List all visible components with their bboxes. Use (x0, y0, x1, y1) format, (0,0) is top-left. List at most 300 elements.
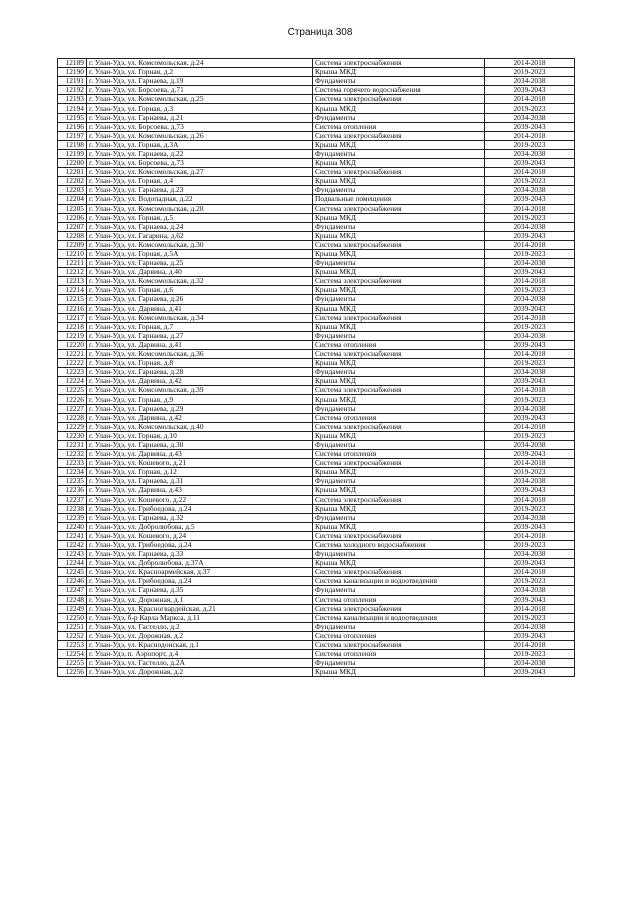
cell-address: г. Улан-Удэ, ул. Гагарина, д.62 (87, 231, 313, 240)
cell-work-type: Система канализации и водоотведения (313, 577, 485, 586)
cell-address: г. Улан-Удэ, ул. Грибоедова, д.24 (87, 504, 313, 513)
cell-period: 2039-2043 (485, 86, 575, 95)
cell-period: 2034-2038 (485, 513, 575, 522)
cell-period: 2039-2043 (485, 195, 575, 204)
table-row (58, 122, 575, 131)
table-row (58, 413, 575, 422)
page-number-header: Страница 308 (287, 27, 353, 38)
table-row (58, 149, 575, 158)
cell-row-id: 12249 (58, 604, 87, 613)
cell-work-type: Система электроснабжения (313, 495, 485, 504)
cell-address: г. Улан-Удэ, ул. Гарнаева, д.24 (87, 222, 313, 231)
cell-row-id: 12200 (58, 159, 87, 168)
cell-work-type: Крыша МКД (313, 668, 485, 677)
cell-period: 2034-2038 (485, 368, 575, 377)
table-row (58, 222, 575, 231)
cell-address: г. Улан-Удэ, ул. Горная, д.2 (87, 68, 313, 77)
table-row (58, 540, 575, 549)
table-row (58, 504, 575, 513)
cell-row-id: 12223 (58, 368, 87, 377)
cell-work-type: Крыша МКД (313, 249, 485, 258)
cell-period: 2019-2023 (485, 504, 575, 513)
cell-address: г. Улан-Удэ, ул. Гарнаева, д.22 (87, 149, 313, 158)
cell-period: 2019-2023 (485, 322, 575, 331)
cell-work-type: Крыша МКД (313, 559, 485, 568)
cell-work-type: Крыша МКД (313, 322, 485, 331)
cell-address: г. Улан-Удэ, ул. Горная, д.3 (87, 104, 313, 113)
cell-work-type: Крыша МКД (313, 468, 485, 477)
cell-address: г. Улан-Удэ, ул. Комсомольская, д.24 (87, 59, 313, 68)
cell-address: г. Улан-Удэ, ул. Комсомольская, д.32 (87, 277, 313, 286)
cell-address: г. Улан-Удэ, ул. Горная, д.7 (87, 322, 313, 331)
table-row (58, 231, 575, 240)
table-row (58, 340, 575, 349)
cell-work-type: Крыша МКД (313, 359, 485, 368)
cell-period: 2034-2038 (485, 659, 575, 668)
cell-period: 2014-2018 (485, 568, 575, 577)
cell-row-id: 12212 (58, 268, 87, 277)
cell-work-type: Система электроснабжения (313, 604, 485, 613)
cell-work-type: Крыша МКД (313, 104, 485, 113)
cell-address: г. Улан-Удэ, ул. Гарнаева, д.19 (87, 77, 313, 86)
cell-row-id: 12205 (58, 204, 87, 213)
cell-period: 2039-2043 (485, 450, 575, 459)
cell-period: 2034-2038 (485, 113, 575, 122)
table-row (58, 586, 575, 595)
cell-period: 2034-2038 (485, 222, 575, 231)
cell-work-type: Система электроснабжения (313, 95, 485, 104)
cell-row-id: 12238 (58, 504, 87, 513)
table-row (58, 159, 575, 168)
cell-address: г. Улан-Удэ, ул. Комсомольская, д.36 (87, 350, 313, 359)
cell-row-id: 12237 (58, 495, 87, 504)
cell-address: г. Улан-Удэ, ул. Дорожная, д.1 (87, 595, 313, 604)
table-row (58, 368, 575, 377)
cell-work-type: Система электроснабжения (313, 641, 485, 650)
table-body (58, 59, 575, 677)
cell-period: 2039-2043 (485, 486, 575, 495)
table-row (58, 177, 575, 186)
cell-period: 2014-2018 (485, 386, 575, 395)
cell-period: 2039-2043 (485, 668, 575, 677)
table-row (58, 513, 575, 522)
cell-period: 2039-2043 (485, 340, 575, 349)
cell-row-id: 12198 (58, 140, 87, 149)
cell-work-type: Система отопления (313, 650, 485, 659)
cell-period: 2014-2018 (485, 277, 575, 286)
cell-work-type: Система электроснабжения (313, 459, 485, 468)
cell-address: г. Улан-Удэ, ул. Гарнаева, д.28 (87, 368, 313, 377)
cell-row-id: 12202 (58, 177, 87, 186)
table-row (58, 650, 575, 659)
cell-period: 2019-2023 (485, 359, 575, 368)
cell-work-type: Фундаменты (313, 295, 485, 304)
cell-work-type: Крыша МКД (313, 377, 485, 386)
cell-row-id: 12252 (58, 631, 87, 640)
cell-work-type: Фундаменты (313, 659, 485, 668)
table-row (58, 204, 575, 213)
cell-period: 2039-2043 (485, 304, 575, 313)
cell-row-id: 12203 (58, 186, 87, 195)
cell-period: 2014-2018 (485, 495, 575, 504)
cell-address: г. Улан-Удэ, ул. Грибоедова, д.24 (87, 540, 313, 549)
table-row (58, 622, 575, 631)
cell-period: 2039-2043 (485, 122, 575, 131)
cell-address: г. Улан-Удэ, ул. Гастелло, д.2А (87, 659, 313, 668)
cell-work-type: Фундаменты (313, 331, 485, 340)
cell-period: 2014-2018 (485, 168, 575, 177)
cell-row-id: 12253 (58, 641, 87, 650)
cell-row-id: 12211 (58, 259, 87, 268)
cell-period: 2019-2023 (485, 650, 575, 659)
cell-row-id: 12197 (58, 131, 87, 140)
table-row (58, 304, 575, 313)
cell-row-id: 12228 (58, 413, 87, 422)
cell-address: г. Улан-Удэ, ул. Красноармейская, д.37 (87, 568, 313, 577)
cell-work-type: Система электроснабжения (313, 386, 485, 395)
table-row (58, 422, 575, 431)
cell-row-id: 12204 (58, 195, 87, 204)
cell-address: г. Улан-Удэ, ул. Гарнаева, д.30 (87, 440, 313, 449)
cell-period: 2019-2023 (485, 468, 575, 477)
cell-address: г. Улан-Удэ, ул. Дарвина, д.40 (87, 268, 313, 277)
cell-work-type: Система отопления (313, 450, 485, 459)
cell-row-id: 12215 (58, 295, 87, 304)
cell-row-id: 12254 (58, 650, 87, 659)
table-row (58, 140, 575, 149)
table-row (58, 395, 575, 404)
cell-period: 2039-2043 (485, 631, 575, 640)
table-row (58, 331, 575, 340)
cell-row-id: 12226 (58, 395, 87, 404)
cell-row-id: 12255 (58, 659, 87, 668)
cell-row-id: 12229 (58, 422, 87, 431)
cell-row-id: 12192 (58, 86, 87, 95)
cell-address: г. Улан-Удэ, ул. Комсомольская, д.40 (87, 422, 313, 431)
cell-address: г. Улан-Удэ, ул. Кошевого, д.21 (87, 459, 313, 468)
cell-address: г. Улан-Удэ, ул. Комсомольская, д.27 (87, 168, 313, 177)
cell-work-type: Система отопления (313, 340, 485, 349)
cell-row-id: 12208 (58, 231, 87, 240)
cell-row-id: 12190 (58, 68, 87, 77)
cell-row-id: 12221 (58, 350, 87, 359)
cell-period: 2019-2023 (485, 140, 575, 149)
table-row (58, 568, 575, 577)
table-row (58, 377, 575, 386)
cell-row-id: 12194 (58, 104, 87, 113)
cell-period: 2019-2023 (485, 177, 575, 186)
cell-address: г. Улан-Удэ, ул. Гарнаева, д.33 (87, 550, 313, 559)
table-row (58, 249, 575, 258)
cell-period: 2014-2018 (485, 95, 575, 104)
cell-address: г. Улан-Удэ, ул. Гарнаева, д.35 (87, 586, 313, 595)
cell-work-type: Крыша МКД (313, 177, 485, 186)
table-row (58, 77, 575, 86)
table-row (58, 386, 575, 395)
cell-work-type: Крыша МКД (313, 213, 485, 222)
cell-row-id: 12231 (58, 440, 87, 449)
cell-row-id: 12206 (58, 213, 87, 222)
cell-period: 2019-2023 (485, 431, 575, 440)
table-row (58, 268, 575, 277)
cell-work-type: Крыша МКД (313, 286, 485, 295)
cell-work-type: Система электроснабжения (313, 204, 485, 213)
cell-address: г. Улан-Удэ, ул. Гарнаева, д.25 (87, 259, 313, 268)
cell-period: 2034-2038 (485, 477, 575, 486)
cell-work-type: Фундаменты (313, 222, 485, 231)
cell-row-id: 12218 (58, 322, 87, 331)
cell-work-type: Фундаменты (313, 113, 485, 122)
cell-address: г. Улан-Удэ, ул. Горная, д.6 (87, 286, 313, 295)
cell-work-type: Фундаменты (313, 259, 485, 268)
cell-row-id: 12240 (58, 522, 87, 531)
cell-row-id: 12227 (58, 404, 87, 413)
cell-work-type: Система электроснабжения (313, 422, 485, 431)
cell-row-id: 12232 (58, 450, 87, 459)
cell-row-id: 12220 (58, 340, 87, 349)
cell-address: г. Улан-Удэ, ул. Горная, д.5 (87, 213, 313, 222)
cell-address: г. Улан-Удэ, ул. Дорожная, д.2 (87, 668, 313, 677)
table-row (58, 186, 575, 195)
cell-work-type: Крыша МКД (313, 159, 485, 168)
table-row (58, 641, 575, 650)
cell-work-type: Крыша МКД (313, 304, 485, 313)
cell-period: 2034-2038 (485, 77, 575, 86)
cell-address: г. Улан-Удэ, ул. Горная, д.10 (87, 431, 313, 440)
cell-address: г. Улан-Удэ, ул. Дарвина, д.41 (87, 304, 313, 313)
table-row (58, 404, 575, 413)
cell-period: 2034-2038 (485, 404, 575, 413)
cell-row-id: 12248 (58, 595, 87, 604)
cell-address: г. Улан-Удэ, ул. Горная, д.8 (87, 359, 313, 368)
table-row (58, 59, 575, 68)
cell-address: г. Улан-Удэ, ул. Дорожная, д.2 (87, 631, 313, 640)
cell-period: 2019-2023 (485, 213, 575, 222)
table-row (58, 495, 575, 504)
cell-work-type: Система отопления (313, 631, 485, 640)
cell-row-id: 12191 (58, 77, 87, 86)
cell-period: 2034-2038 (485, 331, 575, 340)
cell-period: 2014-2018 (485, 313, 575, 322)
cell-address: г. Улан-Удэ, ул. Краснодонская, д.1 (87, 641, 313, 650)
cell-row-id: 12250 (58, 613, 87, 622)
cell-row-id: 12230 (58, 431, 87, 440)
cell-period: 2039-2043 (485, 595, 575, 604)
cell-address: г. Улан-Удэ, ул. Водопадная, д.22 (87, 195, 313, 204)
cell-period: 2014-2018 (485, 531, 575, 540)
cell-address: г. Улан-Удэ, ул. Комсомольская, д.39 (87, 386, 313, 395)
table-row (58, 486, 575, 495)
cell-row-id: 12219 (58, 331, 87, 340)
table-row (58, 86, 575, 95)
cell-address: г. Улан-Удэ, ул. Дарвина, д.42 (87, 377, 313, 386)
cell-period: 2014-2018 (485, 350, 575, 359)
table-row (58, 577, 575, 586)
cell-period: 2039-2043 (485, 231, 575, 240)
cell-address: г. Улан-Удэ, ул. Гарнаева, д.21 (87, 113, 313, 122)
cell-work-type: Система электроснабжения (313, 277, 485, 286)
table-row (58, 131, 575, 140)
cell-address: г. Улан-Удэ, ул. Комсомольская, д.26 (87, 131, 313, 140)
cell-row-id: 12247 (58, 586, 87, 595)
cell-work-type: Система отопления (313, 595, 485, 604)
cell-row-id: 12239 (58, 513, 87, 522)
table-row (58, 431, 575, 440)
cell-address: г. Улан-Удэ, ул. Гарнаева, д.27 (87, 331, 313, 340)
table-row (58, 277, 575, 286)
table-row (58, 286, 575, 295)
cell-row-id: 12196 (58, 122, 87, 131)
table-row (58, 213, 575, 222)
cell-period: 2034-2038 (485, 550, 575, 559)
table-row (58, 195, 575, 204)
cell-work-type: Система канализации и водоотведения (313, 613, 485, 622)
cell-address: г. Улан-Удэ, ул. Горная, д.4 (87, 177, 313, 186)
cell-row-id: 12195 (58, 113, 87, 122)
cell-period: 2019-2023 (485, 613, 575, 622)
cell-address: г. Улан-Удэ, ул. Гарнаева, д.31 (87, 477, 313, 486)
cell-address: г. Улан-Удэ, ул. Гарнаева, д.29 (87, 404, 313, 413)
cell-address: г. Улан-Удэ, ул. Горная, д.5А (87, 249, 313, 258)
table-row (58, 95, 575, 104)
cell-period: 2039-2043 (485, 377, 575, 386)
cell-row-id: 12224 (58, 377, 87, 386)
cell-address: г. Улан-Удэ, ул. Дарвина, д.41 (87, 340, 313, 349)
cell-work-type: Подвальные помещения (313, 195, 485, 204)
cell-row-id: 12213 (58, 277, 87, 286)
cell-address: г. Улан-Удэ, ул. Дарвина, д.43 (87, 450, 313, 459)
cell-row-id: 12207 (58, 222, 87, 231)
cell-address: г. Улан-Удэ, ул. Гастелло, д.2 (87, 622, 313, 631)
table-row (58, 259, 575, 268)
cell-address: г. Улан-Удэ, ул. Борсоева, д.73 (87, 159, 313, 168)
cell-work-type: Фундаменты (313, 550, 485, 559)
cell-work-type: Крыша МКД (313, 486, 485, 495)
table-row (58, 459, 575, 468)
cell-period: 2019-2023 (485, 286, 575, 295)
cell-period: 2034-2038 (485, 440, 575, 449)
cell-work-type: Система отопления (313, 122, 485, 131)
table-row (58, 668, 575, 677)
cell-address: г. Улан-Удэ, ул. Гарнаева, д.26 (87, 295, 313, 304)
cell-period: 2039-2043 (485, 522, 575, 531)
table-row (58, 68, 575, 77)
table-row (58, 359, 575, 368)
cell-period: 2014-2018 (485, 641, 575, 650)
cell-row-id: 12189 (58, 59, 87, 68)
table-row (58, 240, 575, 249)
cell-row-id: 12242 (58, 540, 87, 549)
cell-period: 2039-2043 (485, 559, 575, 568)
cell-address: г. Улан-Удэ, ул. Комсомольская, д.25 (87, 95, 313, 104)
table-row (58, 295, 575, 304)
cell-work-type: Фундаменты (313, 404, 485, 413)
cell-work-type: Система холодного водоснабжения (313, 540, 485, 549)
cell-work-type: Система электроснабжения (313, 568, 485, 577)
cell-row-id: 12245 (58, 568, 87, 577)
repair-schedule-table (57, 58, 575, 677)
cell-work-type: Фундаменты (313, 586, 485, 595)
cell-row-id: 12216 (58, 304, 87, 313)
table-row (58, 113, 575, 122)
cell-row-id: 12244 (58, 559, 87, 568)
table-row (58, 604, 575, 613)
table-row (58, 550, 575, 559)
cell-period: 2014-2018 (485, 204, 575, 213)
cell-work-type: Фундаменты (313, 513, 485, 522)
cell-period: 2019-2023 (485, 104, 575, 113)
cell-row-id: 12201 (58, 168, 87, 177)
cell-work-type: Крыша МКД (313, 504, 485, 513)
table-row (58, 559, 575, 568)
cell-address: г. Улан-Удэ, ул. Дарвина, д.43 (87, 486, 313, 495)
cell-address: г. Улан-Удэ, ул. Комсомольская, д.28 (87, 204, 313, 213)
cell-work-type: Фундаменты (313, 440, 485, 449)
cell-row-id: 12235 (58, 477, 87, 486)
cell-work-type: Фундаменты (313, 77, 485, 86)
cell-address: г. Улан-Удэ, п. Аэропорт, д.4 (87, 650, 313, 659)
cell-period: 2019-2023 (485, 395, 575, 404)
cell-work-type: Система электроснабжения (313, 350, 485, 359)
cell-row-id: 12234 (58, 468, 87, 477)
cell-period: 2034-2038 (485, 295, 575, 304)
table-row (58, 631, 575, 640)
cell-work-type: Система электроснабжения (313, 531, 485, 540)
cell-address: г. Улан-Удэ, ул. Кошевого, д.24 (87, 531, 313, 540)
cell-work-type: Фундаменты (313, 477, 485, 486)
cell-row-id: 12251 (58, 622, 87, 631)
cell-period: 2039-2043 (485, 413, 575, 422)
cell-work-type: Система электроснабжения (313, 59, 485, 68)
cell-period: 2014-2018 (485, 240, 575, 249)
cell-period: 2039-2043 (485, 159, 575, 168)
cell-row-id: 12214 (58, 286, 87, 295)
cell-row-id: 12236 (58, 486, 87, 495)
cell-work-type: Крыша МКД (313, 395, 485, 404)
cell-work-type: Крыша МКД (313, 431, 485, 440)
cell-work-type: Система электроснабжения (313, 131, 485, 140)
cell-row-id: 12241 (58, 531, 87, 540)
cell-period: 2014-2018 (485, 59, 575, 68)
cell-period: 2019-2023 (485, 540, 575, 549)
cell-address: г. Улан-Удэ, ул. Добролюбова, д.37А (87, 559, 313, 568)
cell-address: г. Улан-Удэ, ул. Горная, д.3А (87, 140, 313, 149)
cell-row-id: 12199 (58, 149, 87, 158)
cell-work-type: Крыша МКД (313, 68, 485, 77)
table-row (58, 450, 575, 459)
cell-period: 2014-2018 (485, 604, 575, 613)
cell-period: 2019-2023 (485, 68, 575, 77)
cell-address: г. Улан-Удэ, ул. Дарвина, д.42 (87, 413, 313, 422)
cell-work-type: Система электроснабжения (313, 313, 485, 322)
cell-period: 2034-2038 (485, 186, 575, 195)
cell-work-type: Крыша МКД (313, 140, 485, 149)
cell-address: г. Улан-Удэ, ул. Гарнаева, д.23 (87, 186, 313, 195)
cell-address: г. Улан-Удэ, ул. Горная, д.9 (87, 395, 313, 404)
cell-row-id: 12209 (58, 240, 87, 249)
cell-work-type: Крыша МКД (313, 268, 485, 277)
cell-work-type: Фундаменты (313, 186, 485, 195)
cell-period: 2019-2023 (485, 577, 575, 586)
cell-period: 2014-2018 (485, 422, 575, 431)
table-row (58, 522, 575, 531)
cell-work-type: Система отопления (313, 413, 485, 422)
cell-work-type: Фундаменты (313, 622, 485, 631)
cell-period: 2034-2038 (485, 622, 575, 631)
table-row (58, 531, 575, 540)
cell-period: 2019-2023 (485, 249, 575, 258)
cell-row-id: 12233 (58, 459, 87, 468)
